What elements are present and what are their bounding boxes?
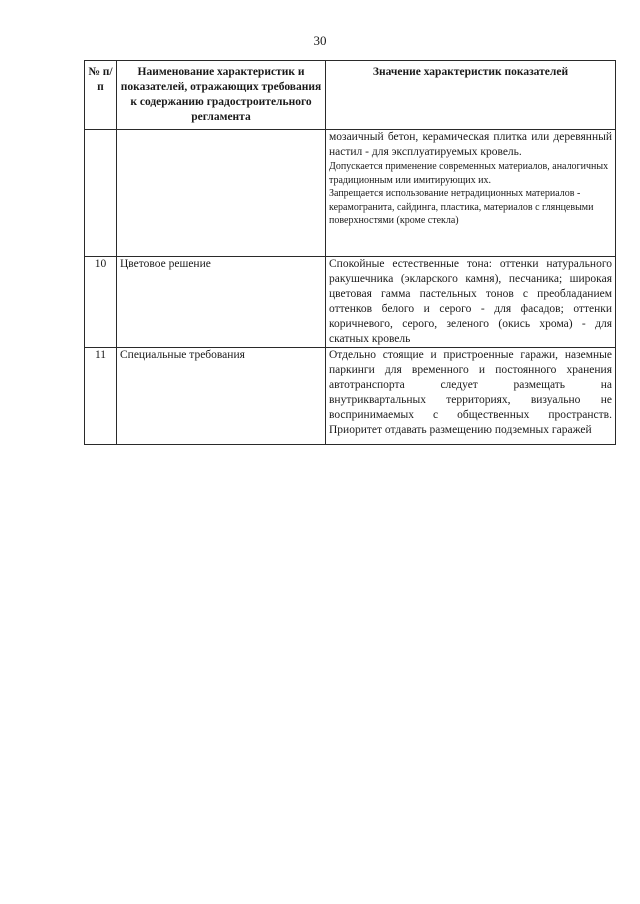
table-row [85,257,616,348]
row-name [117,130,326,257]
row-number [85,130,117,257]
row-value: Отдельно стоящие и пристроенные гаражи, наземные паркинги для временного и постоянного хранения автотранспорта следует размещать на внутриквартальных территориях, визуально не воспринимаемых с общественных пространств. Приоритет отдавать размещению подземных гаражей [326,348,616,445]
row-value: Спокойные естественные тона: оттенки натурального ракушечника (экларского камня), песчаника; широкая цветовая гамма пастельных тонов с преобладанием оттенков белого и серого - для фасадов; оттенки коричневого, серого, зеленого (окись хрома) - для скатных кровель [326,257,616,348]
value-main-text: мозаичный бетон, керамическая плитка или деревянный настил - для эксплуатируемых кровель. [329,131,612,158]
value-forbidden-text: Запрещается использование нетрадиционных материалов - керамогранита, сайдинга, пластика, материалов с глянцевыми поверхностями (кроме стекла) [329,188,594,226]
table-row [85,348,616,445]
table-header-row [85,61,616,130]
row-name: Цветовое решение [117,257,326,348]
header-value: Значение характеристик показателей [326,61,616,130]
regulation-table [84,60,616,445]
header-name: Наименование характеристик и показателей, отражающих требования к содержанию градостроительного регламента [117,61,326,130]
page-number: 30 [313,33,327,48]
row-value [326,130,616,257]
row-number: 11 [85,348,117,445]
value-allowed-text: Допускается применение современных материалов, аналогичных традиционным или имитирующих их. [329,161,609,186]
row-number: 10 [85,257,117,348]
header-number: № п/п [85,61,117,130]
table-row [85,130,616,257]
row-name: Специальные требования [117,348,326,445]
